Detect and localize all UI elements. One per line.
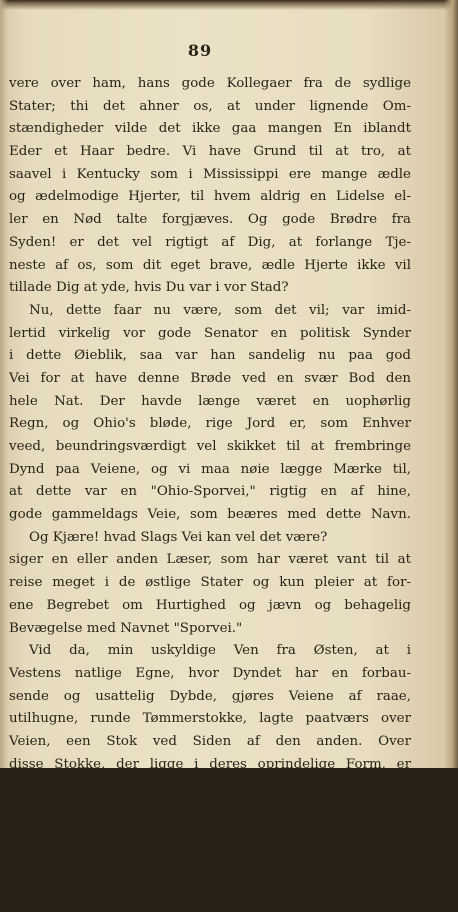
text-line: ene Begrebet om Hurtighed og jævn og behagelig <box>9 597 411 613</box>
text-line: Vei for at have denne Brøde ved en svær Bod den <box>9 370 411 386</box>
text-line: at dette var en "Ohio-Sporvei," rigtig en af hine, <box>9 484 411 500</box>
text-line: ler en Nød talte forgjæves. Og gode Brødre fra <box>9 212 411 228</box>
text-line: Det hender ofte, at Regnen skyller al Tørv og Grus <box>9 847 411 863</box>
page-left-shadow <box>0 0 8 768</box>
text-line: Vid da, min uskyldige Ven fra Østen, at i <box>29 643 411 659</box>
text-line: lertid virkelig vor gode Senator en politisk Synder <box>9 325 411 341</box>
text-line: Regn, og Ohio's bløde, rige Jord er, som Enhver <box>9 416 411 432</box>
text-line: Eder et Haar bedre. Vi have Grund til at tro, at <box>9 144 411 160</box>
page-right-edge <box>444 0 458 768</box>
text-line: er forhaanden, og dette kalde Folk paa den Kant <box>9 802 411 817</box>
text-line: Bevægelse med Navnet "Sporvei." <box>9 620 243 636</box>
text-line: sende og usattelig Dybde, gjøres Veiene af raae, <box>9 688 411 704</box>
text-line: stændigheder vilde det ikke gaa mangen En iblandt <box>9 121 411 137</box>
text-line: og ædelmodige Hjerter, til hvem aldrig en Lidelse el- <box>9 189 411 205</box>
text-line: i de meest maleriske Stillinger, op og ned, paakryds <box>9 892 411 908</box>
text-line: reise meget i de østlige Stater og kun pleier at for- <box>9 575 411 591</box>
text-line: nok saa kjækt en Vei, ja forsøge endog at kjøre den. <box>9 824 411 840</box>
text-line: utilhugne, runde Tømmerstokke, lagte paatværs over <box>9 711 411 727</box>
text-line: tillade Dig at yde, hvis Du var i vor Stad? <box>9 280 289 296</box>
text-line: Syden! er det vel rigtigt af Dig, at forlange Tje- <box>9 234 411 250</box>
page-number: 89 <box>187 41 213 60</box>
text-line: vere over ham, hans gode Kollegaer fra de sydlige <box>9 76 411 91</box>
text-line: siger en eller anden Læser, som har været vant til at <box>9 552 411 568</box>
page-top-shadow <box>0 0 458 10</box>
text-line: saavel i Kentucky som i Mississippi ere mange ædle <box>9 166 411 182</box>
text-line: Dynd paa Veiene, og vi maa nøie lægge Mærke til, <box>9 461 411 477</box>
text-line: bort og Stokkene blive da siddende, een hid, een did, <box>9 870 411 886</box>
text-line: Vestens natlige Egne, hvor Dyndet har en forbau- <box>9 665 411 681</box>
text-line: hele Nat. Der havde længe været en uophørlig <box>9 393 411 409</box>
text-line: Stater; thi det ahner os, at under lignende Om- <box>9 98 411 114</box>
text-line: i dette Øieblik, saa var han sandelig nu paa god <box>9 348 411 364</box>
text-line: Veien, een Stok ved Siden af den anden. Over <box>9 733 411 749</box>
text-line: lagt et Lag af Muld, eller ellers hvadsomhelst først <box>9 779 411 795</box>
text-line: disse Stokke, der ligge i deres oprindelige Form, er <box>9 756 411 772</box>
text-line: Nu, dette faar nu være, som det vil; var imid- <box>29 302 411 318</box>
text-line: neste af os, som dit eget brave, ædle Hjerte ikke vil <box>9 257 411 273</box>
text-line: veed, beundringsværdigt vel skikket til at frembringe <box>9 439 411 454</box>
text-line: gode gammeldags Veie, som beæres med dette Navn. <box>9 507 411 523</box>
text-line: Og Kjære! hvad Slags Vei kan vel det være? <box>29 529 328 545</box>
body-text <box>9 73 411 912</box>
